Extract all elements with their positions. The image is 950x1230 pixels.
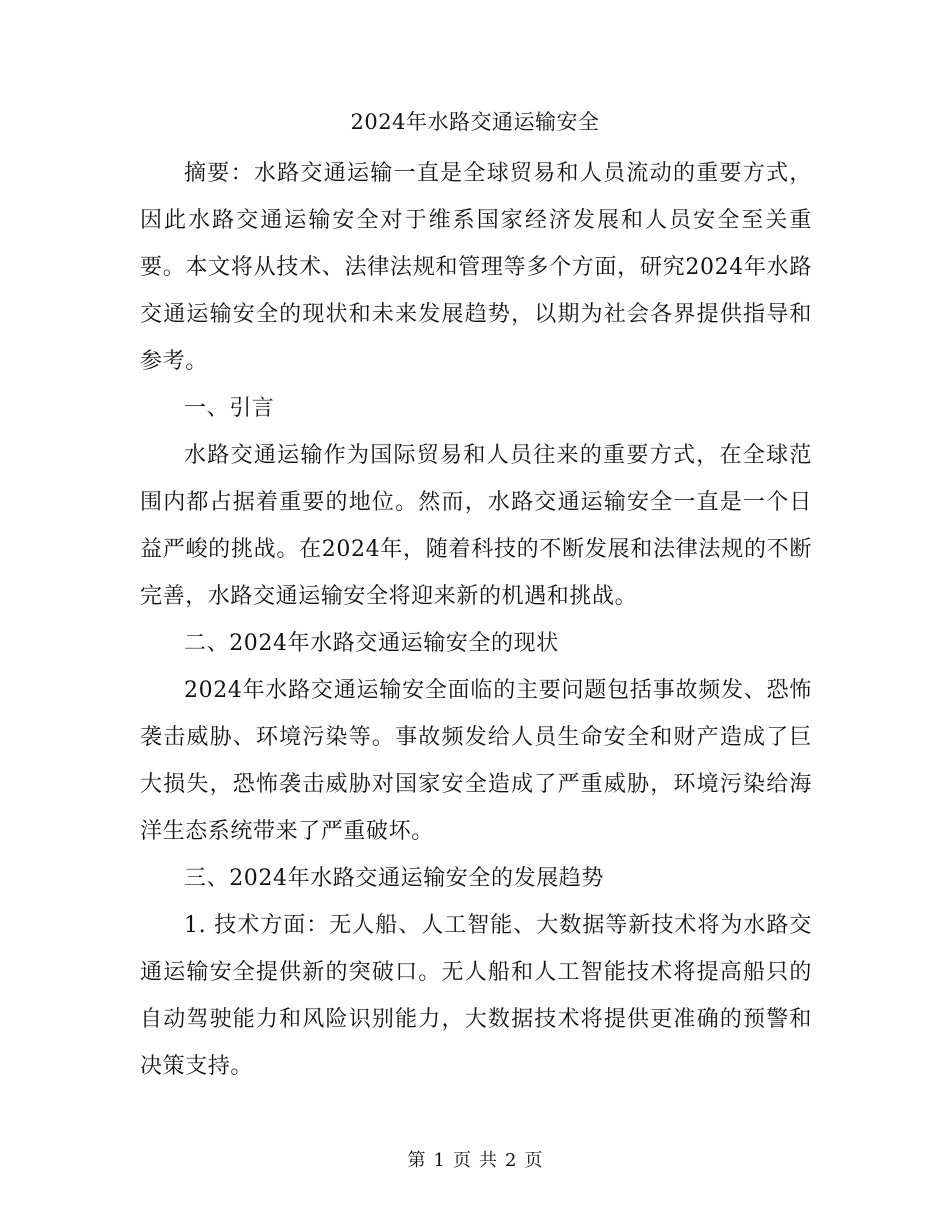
status-paragraph: 2024年水路交通运输安全面临的主要问题包括事故频发、恐怖袭击威胁、环境污染等。事故频发给人员生命安全和财产造成了巨大损失，恐怖袭击威胁对国家安全造成了严重威胁，环境污染给海洋生态系统带来了严重破坏。 (140, 678, 812, 844)
document-body (140, 150, 812, 1090)
section-heading-intro: 一、引言 (184, 396, 275, 421)
document-title: 2024年水路交通运输安全 (350, 110, 600, 134)
page-footer (0, 1148, 950, 1174)
footer-current-page: 1 (433, 1150, 445, 1171)
section-heading-status: 二、2024年水路交通运输安全的现状 (184, 631, 559, 656)
footer-label-total-unit: 页 (524, 1150, 543, 1171)
intro-paragraph: 水路交通运输作为国际贸易和人员往来的重要方式，在全球范围内都占据着重要的地位。然而，水路交通运输安全一直是一个日益严峻的挑战。在2024年，随着科技的不断发展和法律法规的不断完善，水路交通运输安全将迎来新的机遇和挑战。 (140, 443, 812, 609)
footer-label-total: 共 (479, 1150, 497, 1171)
section-heading-trends: 三、2024年水路交通运输安全的发展趋势 (184, 866, 604, 891)
footer-total-pages: 2 (505, 1150, 517, 1171)
footer-label-page-unit: 页 (453, 1150, 471, 1171)
tech-paragraph: 1. 技术方面：无人船、人工智能、大数据等新技术将为水路交通运输安全提供新的突破口。无人船和人工智能技术将提高船只的自动驾驶能力和风险识别能力，大数据技术将提供更准确的预警和决策支持。 (140, 913, 812, 1079)
abstract-paragraph: 摘要：水路交通运输一直是全球贸易和人员流动的重要方式，因此水路交通运输安全对于维系国家经济发展和人员安全至关重要。本文将从技术、法律法规和管理等多个方面，研究2024年水路交通运输安全的现状和未来发展趋势，以期为社会各界提供指导和参考。 (140, 161, 812, 374)
footer-label-page: 第 (407, 1150, 426, 1171)
